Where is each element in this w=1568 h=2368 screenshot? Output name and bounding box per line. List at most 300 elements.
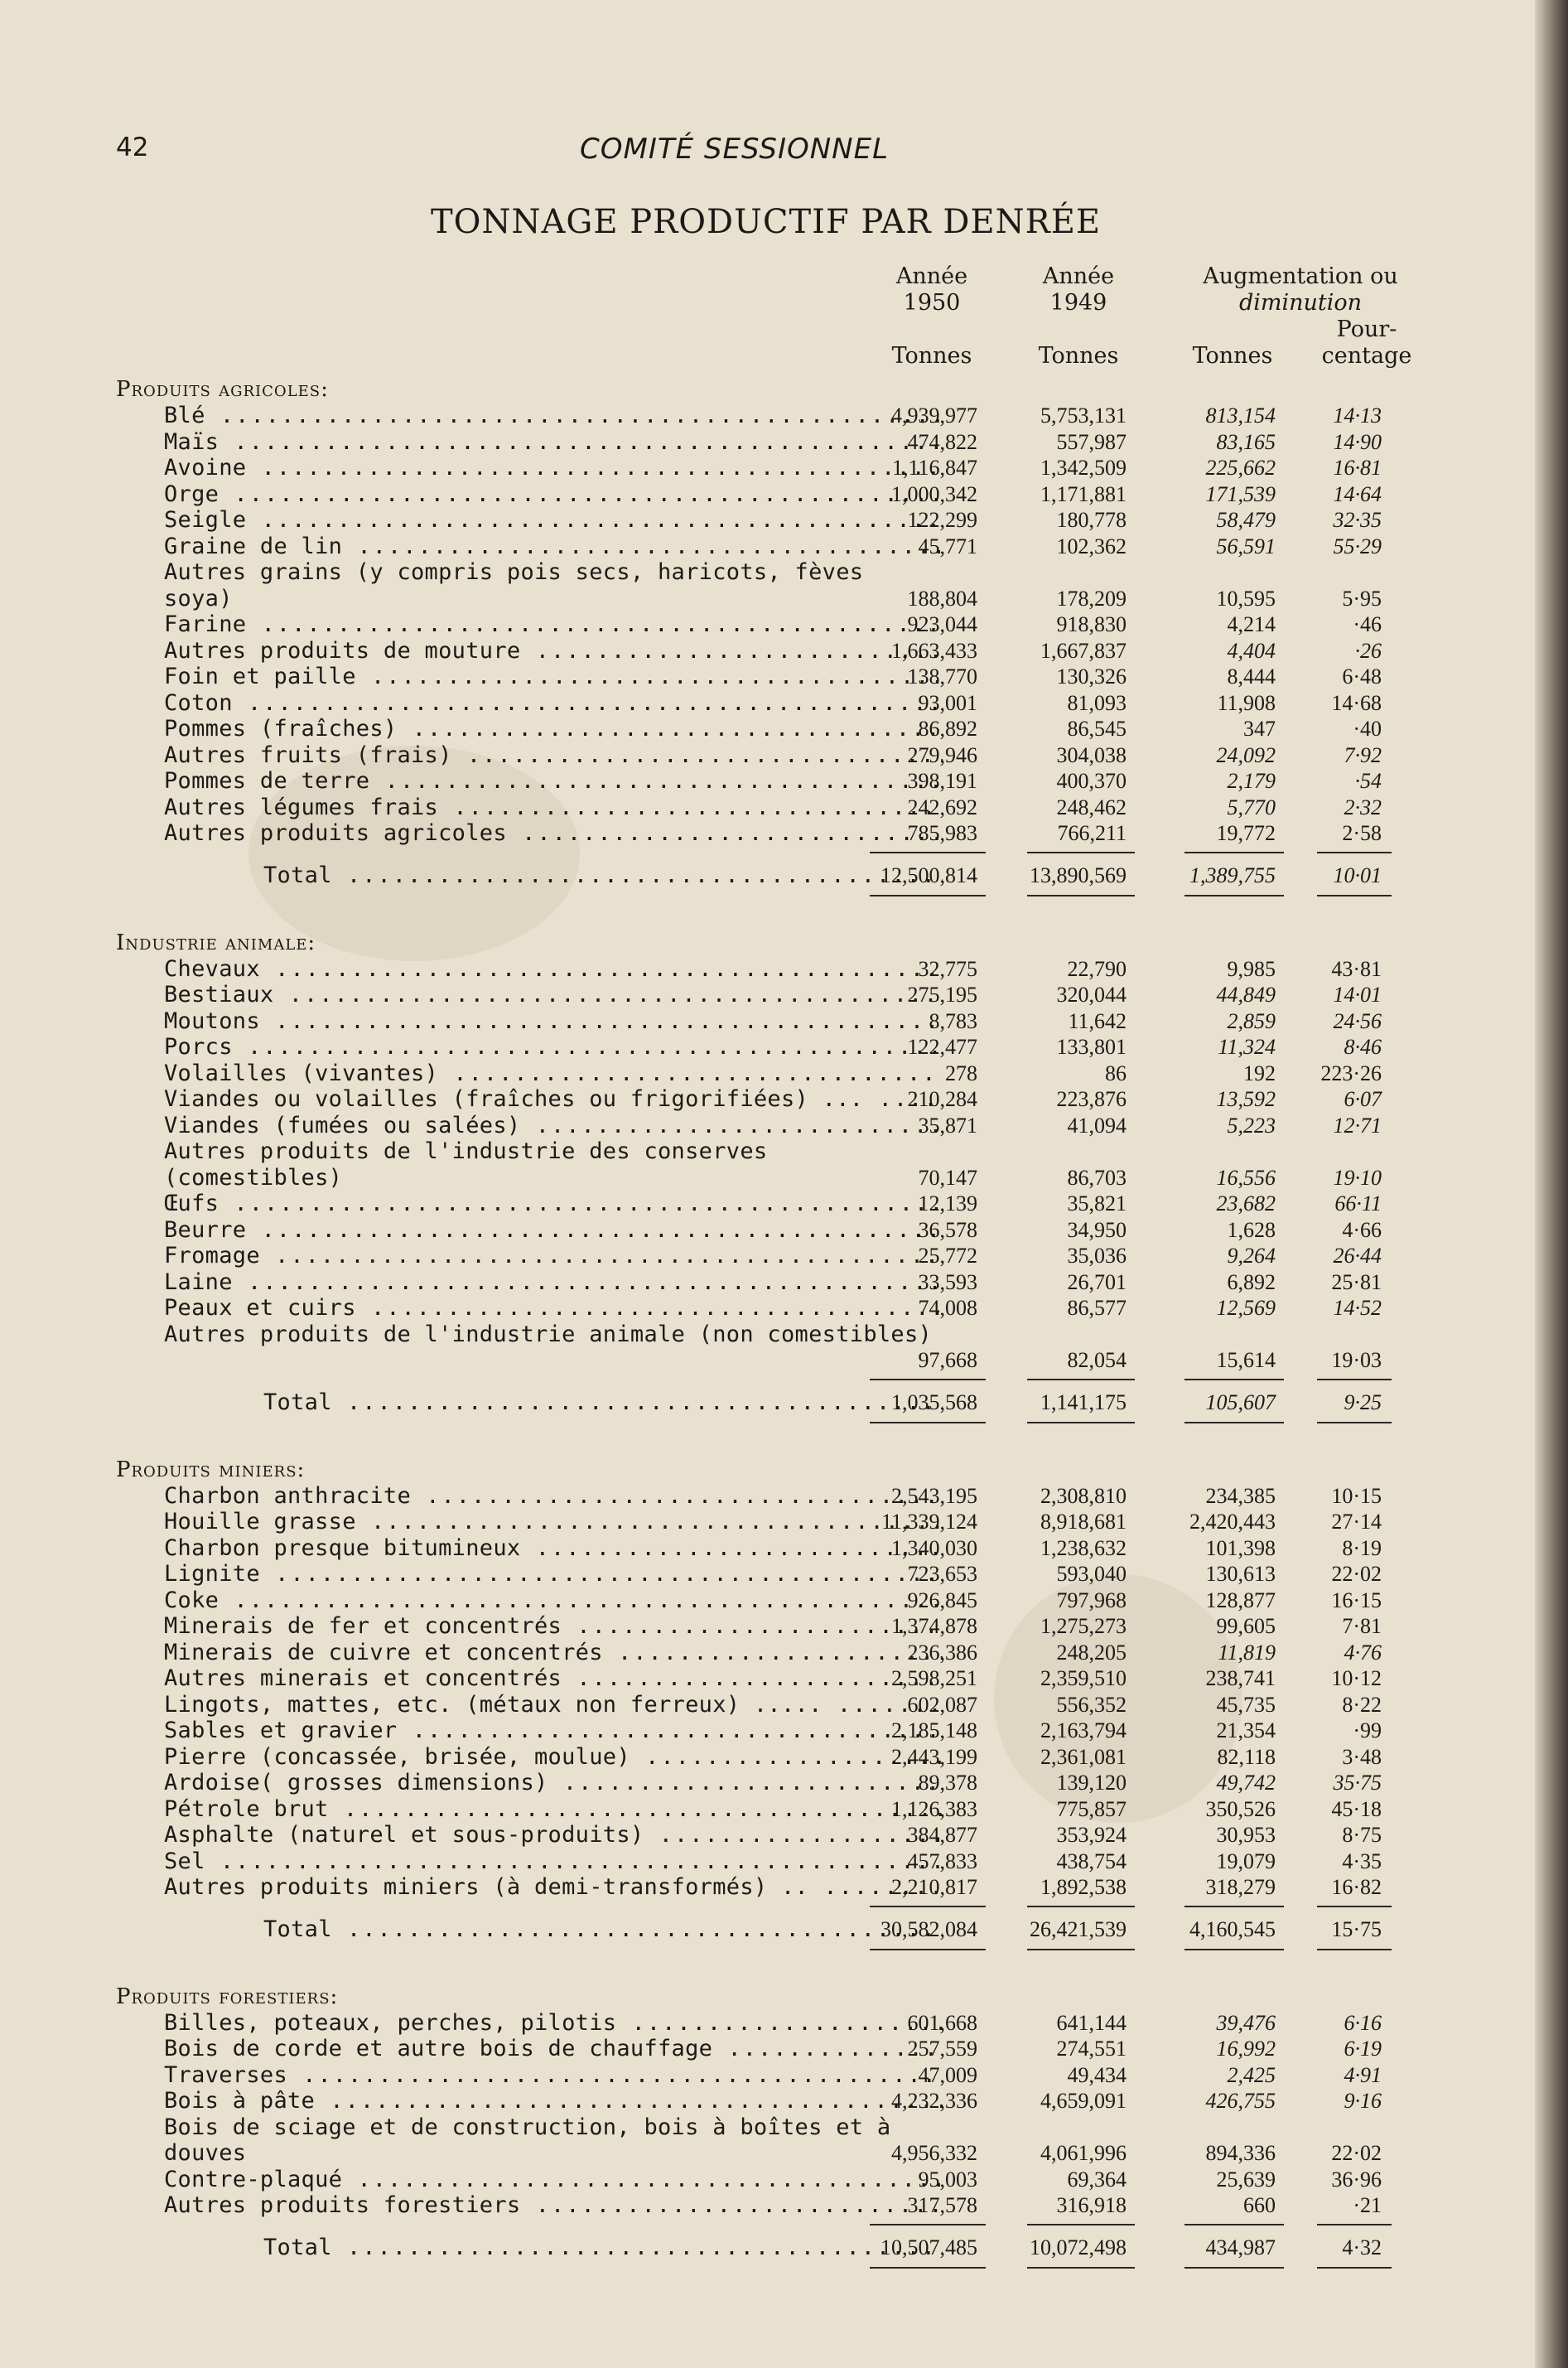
- tonnage-1950: 2,210,817: [891, 1875, 977, 1899]
- column-header-label: Année: [1042, 263, 1115, 289]
- tonnage-1949: 35,821: [1067, 1191, 1127, 1215]
- change-tonnes: 45,735: [1216, 1692, 1276, 1717]
- rule-line: [1027, 1379, 1135, 1380]
- commodity-label: Autres fruits (frais) .....: [164, 742, 943, 769]
- change-percent: 6·48: [1342, 664, 1382, 689]
- change-percent: ·40: [1353, 717, 1382, 741]
- table-row: [116, 795, 1425, 821]
- section-spacer: [116, 2269, 1425, 2298]
- column-header-percent: [1305, 317, 1429, 370]
- tonnage-1950: 25,772: [918, 1244, 977, 1268]
- table-row: [116, 1796, 1425, 1823]
- tonnage-1950: 35,871: [918, 1113, 977, 1138]
- tonnage-1949: 274,551: [1056, 2037, 1127, 2061]
- commodity-label: Viandes ou volailles (fraîches ou frigorifiées) ... .....: [164, 1086, 943, 1113]
- change-percent: 6·07: [1344, 1087, 1382, 1111]
- change-tonnes: 16,556: [1216, 1165, 1276, 1190]
- unit-header: Tonnes: [1192, 343, 1273, 369]
- total-label: Total .....: [263, 855, 943, 896]
- section-title: Industrie animale:: [116, 930, 316, 955]
- tonnage-1950: 242,692: [907, 795, 977, 819]
- tonnage-1949: 918,830: [1056, 612, 1127, 636]
- column-header-1949: [1020, 263, 1136, 317]
- table-row: [116, 690, 1425, 717]
- change-tonnes: 171,539: [1205, 481, 1276, 506]
- tonnage-1949: 4,061,996: [1040, 2141, 1127, 2165]
- change-tonnes: 49,742: [1216, 1771, 1276, 1795]
- tonnage-1949: 86: [1105, 1061, 1127, 1085]
- tonnage-1950: 8,783: [929, 1008, 977, 1033]
- change-tonnes: 19,079: [1216, 1848, 1276, 1873]
- change-percent: 10·15: [1331, 1483, 1382, 1508]
- change-percent: ·46: [1353, 612, 1382, 636]
- commodity-label: Avoine .....: [164, 455, 943, 481]
- commodity-label: Bois à pâte .....: [164, 2088, 943, 2114]
- tonnage-1950: 1,000,342: [891, 481, 977, 506]
- total-1949: 10,072,498: [1030, 2235, 1127, 2259]
- commodity-label: Fromage .....: [164, 1243, 943, 1269]
- table-row: [116, 2088, 1425, 2114]
- commodity-label: Autres produits miniers (à demi-transformés) .. .....: [164, 1874, 943, 1901]
- commodity-label: Porcs .....: [164, 1034, 943, 1061]
- tonnage-1950: 279,946: [907, 742, 977, 767]
- change-percent: 4·35: [1342, 1848, 1382, 1873]
- tonnage-1950: 97,668: [918, 1348, 977, 1372]
- table-row: [116, 611, 1425, 638]
- change-percent: 3·48: [1342, 1744, 1382, 1769]
- change-tonnes: 11,819: [1218, 1640, 1276, 1665]
- total-percent: 9·25: [1344, 1389, 1382, 1414]
- tonnage-1950: 1,663,433: [891, 638, 977, 663]
- unit-header: Tonnes: [891, 343, 972, 369]
- tonnage-1949: 86,545: [1067, 717, 1127, 741]
- rule-line: [1317, 1906, 1392, 1907]
- commodity-label: Pommes (fraîches) .....: [164, 716, 943, 742]
- change-percent: 10·12: [1331, 1666, 1382, 1690]
- change-percent: 5·95: [1342, 586, 1382, 611]
- table-row: [116, 534, 1425, 560]
- rule-line: [1184, 2224, 1284, 2225]
- tonnage-1950: 457,833: [907, 1848, 977, 1873]
- tonnage-1949: 316,918: [1056, 2193, 1127, 2217]
- rule-line: [1027, 1906, 1135, 1907]
- change-percent: 66·11: [1334, 1191, 1382, 1215]
- change-tonnes: 813,154: [1205, 404, 1276, 428]
- tonnage-1949: 11,642: [1068, 1008, 1127, 1033]
- change-tonnes: 83,165: [1216, 429, 1276, 454]
- commodity-label: Seigle .....: [164, 507, 943, 534]
- table-row: [116, 2167, 1425, 2193]
- change-tonnes: 11,324: [1218, 1035, 1276, 1059]
- change-tonnes: 16,992: [1216, 2037, 1276, 2061]
- unit-header: Tonnes: [1038, 343, 1119, 369]
- total-1949: 1,141,175: [1040, 1389, 1127, 1414]
- tonnage-1949: 1,238,632: [1040, 1535, 1127, 1560]
- tonnage-1949: 353,924: [1056, 1823, 1127, 1847]
- change-tonnes: 12,569: [1216, 1296, 1276, 1320]
- commodity-label: Autres légumes frais .....: [164, 795, 943, 821]
- table-row: [116, 664, 1425, 690]
- change-tonnes: 5,223: [1227, 1113, 1276, 1138]
- column-header-sublabel: diminution: [1238, 290, 1363, 316]
- change-tonnes: 2,179: [1227, 769, 1276, 793]
- table-row: [116, 982, 1425, 1008]
- change-tonnes: 56,591: [1216, 534, 1276, 558]
- tonnage-1950: 74,008: [918, 1296, 977, 1320]
- table-row: [116, 1718, 1425, 1744]
- rule-line: [870, 2224, 986, 2225]
- table-row: [116, 1008, 1425, 1035]
- tonnage-1949: 1,275,273: [1040, 1614, 1127, 1638]
- tonnage-1949: 2,163,794: [1040, 1718, 1127, 1742]
- tonnage-1950: 70,147: [918, 1165, 977, 1190]
- table-row: [116, 1483, 1425, 1510]
- tonnage-1949: 4,659,091: [1040, 2089, 1127, 2113]
- change-tonnes: 44,849: [1216, 983, 1276, 1007]
- page-header: [116, 133, 1110, 169]
- tonnage-1949: 1,892,538: [1040, 1875, 1127, 1899]
- table-row: [116, 1113, 1425, 1139]
- tonnage-1949: 133,801: [1056, 1035, 1127, 1059]
- tonnage-1950: 275,195: [907, 983, 977, 1007]
- change-tonnes: 23,682: [1216, 1191, 1276, 1215]
- table-row: [116, 2062, 1425, 2089]
- change-tonnes: 6,892: [1227, 1269, 1276, 1294]
- change-tonnes: 11,908: [1217, 690, 1276, 715]
- tonnage-1950: 36,578: [918, 1217, 977, 1242]
- rule-line: [870, 1379, 986, 1380]
- change-tonnes: 2,420,443: [1189, 1510, 1276, 1534]
- change-tonnes: 128,877: [1205, 1588, 1276, 1612]
- column-header-year: 1949: [1049, 290, 1107, 316]
- tonnage-1950: 236,386: [907, 1640, 977, 1665]
- change-tonnes: 10,595: [1216, 586, 1276, 611]
- tonnage-1950: 4,939,977: [891, 404, 977, 428]
- tonnage-1949: 26,701: [1067, 1269, 1127, 1294]
- tonnage-1950: 923,044: [907, 612, 977, 636]
- commodity-label: Houille grasse .....: [164, 1509, 943, 1535]
- tonnage-1949: 641,144: [1056, 2010, 1127, 2035]
- section-title: Produits miniers:: [116, 1457, 306, 1482]
- commodity-label: Viandes (fumées ou salées) .....: [164, 1113, 943, 1139]
- change-percent: 4·76: [1344, 1640, 1382, 1665]
- total-percent: 15·75: [1331, 1916, 1382, 1941]
- change-percent: ·99: [1353, 1718, 1382, 1742]
- change-percent: 16·81: [1333, 456, 1382, 480]
- table-row: [116, 455, 1425, 481]
- change-percent: 27·14: [1331, 1510, 1382, 1534]
- tonnage-1950: 47,009: [918, 2062, 977, 2087]
- commodity-label: Autres minerais et concentrés .....: [164, 1665, 943, 1692]
- commodity-label: Asphalte (naturel et sous-produits) .....: [164, 1822, 943, 1848]
- column-header-change: [1176, 263, 1425, 317]
- commodity-label: Billes, poteaux, perches, pilotis .....: [164, 2010, 943, 2037]
- tonnage-1950: 723,653: [907, 1562, 977, 1586]
- table-row: [116, 1848, 1425, 1875]
- tonnage-1949: 139,120: [1056, 1771, 1127, 1795]
- total-1950: 30,582,084: [880, 1916, 977, 1941]
- commodity-label: Sel .....: [164, 1848, 943, 1875]
- tonnage-1950: 188,804: [907, 586, 977, 611]
- tonnage-1950: 602,087: [907, 1692, 977, 1717]
- total-1950: 12,500,814: [880, 863, 977, 887]
- total-change: 4,160,545: [1189, 1916, 1276, 1941]
- tonnage-1950: 122,299: [907, 508, 977, 532]
- change-tonnes: 225,662: [1205, 456, 1276, 480]
- tonnage-1949: 130,326: [1056, 664, 1127, 689]
- tonnage-1950: 4,232,336: [891, 2089, 977, 2113]
- tonnage-1949: 34,950: [1067, 1217, 1127, 1242]
- change-tonnes: 9,985: [1227, 956, 1276, 981]
- total-percent: 10·01: [1333, 863, 1382, 887]
- table-row: [116, 1034, 1425, 1061]
- tonnage-1949: 797,968: [1056, 1588, 1127, 1612]
- commodity-label: Maïs .....: [164, 429, 943, 456]
- commodity-label: Volailles (vivantes) .....: [164, 1061, 943, 1087]
- tonnage-1950: 95,003: [918, 2167, 977, 2192]
- rule-line: [870, 1906, 986, 1907]
- tonnage-1949: 1,667,837: [1040, 638, 1127, 663]
- table-row: [116, 1822, 1425, 1848]
- tonnage-1949: 2,308,810: [1040, 1483, 1127, 1508]
- tonnage-1950: 210,284: [907, 1087, 977, 1111]
- table-row: [116, 1744, 1425, 1771]
- table-row: [116, 1613, 1425, 1640]
- change-tonnes: 101,398: [1205, 1535, 1276, 1560]
- change-percent: 2·58: [1342, 821, 1382, 845]
- change-percent: 22·02: [1331, 1562, 1382, 1586]
- table-row: [116, 1217, 1425, 1244]
- tonnage-1950: 926,845: [907, 1588, 977, 1612]
- tonnage-1949: 22,790: [1067, 956, 1127, 981]
- change-percent: 4·66: [1342, 1217, 1382, 1242]
- commodity-label: Bestiaux .....: [164, 982, 943, 1008]
- tonnage-1949: 41,094: [1067, 1113, 1127, 1138]
- table-row: [116, 742, 1425, 769]
- tonnage-1949: 775,857: [1056, 1796, 1127, 1821]
- tonnage-1950: 1,374,878: [891, 1614, 977, 1638]
- table-row: [116, 1535, 1425, 1562]
- column-header-label: Augmentation ou: [1203, 263, 1398, 289]
- commodity-table: [116, 373, 1425, 2298]
- change-percent: 9·16: [1344, 2089, 1382, 2113]
- table-row: [116, 716, 1425, 742]
- tonnage-1950: 2,598,251: [891, 1666, 977, 1690]
- change-percent: 24·56: [1333, 1008, 1382, 1033]
- change-tonnes: 24,092: [1216, 742, 1276, 767]
- change-tonnes: 2,859: [1227, 1008, 1276, 1033]
- total-label: Total .....: [263, 1382, 943, 1423]
- change-percent: 6·19: [1344, 2037, 1382, 2061]
- tonnage-1950: 89,378: [918, 1771, 977, 1795]
- column-header-label: centage: [1321, 343, 1412, 369]
- rule-line: [1317, 1379, 1392, 1380]
- total-row: [116, 2227, 1425, 2269]
- change-tonnes: 2,425: [1227, 2062, 1276, 2087]
- table-row: [116, 2036, 1425, 2062]
- total-1949: 26,421,539: [1030, 1916, 1127, 1941]
- section-spacer: [116, 1950, 1425, 1980]
- commodity-label: Coton .....: [164, 690, 943, 717]
- commodity-label: Charbon presque bitumineux .....: [164, 1535, 943, 1562]
- change-percent: 2·32: [1344, 795, 1382, 819]
- tonnage-1950: 1,116,847: [891, 456, 977, 480]
- table-row: [116, 1588, 1425, 1614]
- tonnage-1949: 2,361,081: [1040, 1744, 1127, 1769]
- change-percent: ·21: [1353, 2193, 1382, 2217]
- tonnage-1949: 86,703: [1067, 1165, 1127, 1190]
- tonnage-1949: 102,362: [1056, 534, 1127, 558]
- change-percent: 35·75: [1333, 1771, 1382, 1795]
- table-row: [116, 1874, 1425, 1901]
- change-percent: 22·02: [1331, 2141, 1382, 2165]
- running-head: COMITÉ SESSIONNEL: [580, 133, 890, 166]
- commodity-label: Graine de lin .....: [164, 534, 943, 560]
- table-row: [116, 507, 1425, 534]
- tonnage-1949: 320,044: [1056, 983, 1127, 1007]
- change-percent: 32·35: [1333, 508, 1382, 532]
- commodity-label: Pommes de terre .....: [164, 768, 943, 795]
- tonnage-1950: 93,001: [918, 690, 977, 715]
- change-percent: 14·01: [1333, 983, 1382, 1007]
- commodity-label: Autres produits forestiers .....: [164, 2192, 943, 2219]
- tonnage-1949: 1,171,881: [1040, 481, 1127, 506]
- tonnage-1949: 2,359,510: [1040, 1666, 1127, 1690]
- change-percent: ·26: [1354, 638, 1382, 663]
- total-1950: 10,507,485: [880, 2235, 977, 2259]
- table-row: [116, 2114, 1425, 2167]
- column-header-1950: [874, 263, 990, 317]
- change-tonnes: 4,214: [1227, 612, 1276, 636]
- commodity-label: Pierre (concassée, brisée, moulue) .....: [164, 1744, 943, 1771]
- table-row: [116, 1295, 1425, 1322]
- tonnage-1949: 248,205: [1056, 1640, 1127, 1665]
- commodity-label: Minerais de fer et concentrés .....: [164, 1613, 943, 1640]
- change-percent: 55·29: [1333, 534, 1382, 558]
- tonnage-1950: 1,340,030: [891, 1535, 977, 1560]
- change-percent: 14·68: [1331, 690, 1382, 715]
- change-percent: 25·81: [1331, 1269, 1382, 1294]
- commodity-label: Bois de sciage et de construction, bois à boîtes et à douves: [164, 2114, 891, 2166]
- tonnage-1949: 178,209: [1056, 586, 1127, 611]
- table-row: [116, 820, 1425, 847]
- table-row: [116, 1269, 1425, 1296]
- commodity-label: Lingots, mattes, etc. (métaux non ferreux) ..... .....: [164, 1692, 943, 1718]
- column-header-year: 1950: [903, 290, 961, 316]
- change-tonnes: 238,741: [1205, 1666, 1276, 1690]
- tonnage-1949: 180,778: [1056, 508, 1127, 532]
- change-percent: 4·91: [1344, 2062, 1382, 2087]
- table-row: [116, 638, 1425, 664]
- tonnage-1949: 35,036: [1067, 1244, 1127, 1268]
- rule-line: [1317, 2224, 1392, 2225]
- commodity-label: Autres grains (y compris pois secs, haricots, fèves soya): [164, 559, 864, 611]
- change-tonnes: 58,479: [1216, 508, 1276, 532]
- change-tonnes: 99,605: [1216, 1614, 1276, 1638]
- tonnage-1949: 766,211: [1057, 821, 1127, 845]
- table-row: [116, 403, 1425, 429]
- rule-line: [1184, 852, 1284, 853]
- section-spacer: [116, 896, 1425, 926]
- rule-line: [1317, 852, 1392, 853]
- table-row: [116, 2192, 1425, 2219]
- change-percent: 8·46: [1344, 1035, 1382, 1059]
- change-percent: 14·90: [1333, 429, 1382, 454]
- commodity-label: Autres produits de l'industrie animale (non comestibles): [164, 1321, 933, 1347]
- tonnage-1949: 557,987: [1056, 429, 1127, 454]
- table-row: [116, 768, 1425, 795]
- tonnage-1950: 86,892: [918, 717, 977, 741]
- total-row: [116, 1909, 1425, 1950]
- total-row: [116, 855, 1425, 896]
- tonnage-1950: 384,877: [907, 1823, 977, 1847]
- table-row: [116, 1191, 1425, 1217]
- change-percent: 8·19: [1342, 1535, 1382, 1560]
- total-change: 105,607: [1205, 1389, 1276, 1414]
- total-change: 1,389,755: [1189, 863, 1276, 887]
- tonnage-1950: 317,578: [907, 2193, 977, 2217]
- change-percent: 45·18: [1331, 1796, 1382, 1821]
- change-tonnes: 82,118: [1217, 1744, 1276, 1769]
- commodity-label: Ardoise( grosses dimensions) .....: [164, 1770, 943, 1796]
- change-percent: 16·82: [1331, 1875, 1382, 1899]
- commodity-label: Blé .....: [164, 403, 943, 429]
- tonnage-1950: 785,983: [907, 821, 977, 845]
- change-tonnes: 25,639: [1216, 2167, 1276, 2192]
- table-row: [116, 1086, 1425, 1113]
- change-tonnes: 8,444: [1227, 664, 1276, 689]
- total-1949: 13,890,569: [1030, 863, 1127, 887]
- tonnage-1949: 304,038: [1056, 742, 1127, 767]
- commodity-label: Coke .....: [164, 1588, 943, 1614]
- table-row: [116, 559, 1425, 611]
- change-percent: ·54: [1354, 769, 1382, 793]
- change-tonnes: 4,404: [1227, 638, 1276, 663]
- tonnage-1949: 248,462: [1056, 795, 1127, 819]
- tonnage-1950: 474,822: [907, 429, 977, 454]
- rule-line: [1027, 852, 1135, 853]
- section-spacer: [116, 1423, 1425, 1453]
- change-percent: 6·16: [1344, 2010, 1382, 2035]
- change-percent: 223·26: [1320, 1061, 1382, 1085]
- rule-line: [870, 852, 986, 853]
- section-title: Produits forestiers:: [116, 1984, 339, 2009]
- change-tonnes: 13,592: [1216, 1087, 1276, 1111]
- change-tonnes: 19,772: [1216, 821, 1276, 845]
- change-percent: 14·64: [1333, 481, 1382, 506]
- commodity-label: Laine .....: [164, 1269, 943, 1296]
- table-row: [116, 1692, 1425, 1718]
- tonnage-1949: 8,918,681: [1040, 1510, 1127, 1534]
- commodity-label: Charbon anthracite .....: [164, 1483, 943, 1510]
- table-row: [116, 1243, 1425, 1269]
- tonnage-1949: 82,054: [1067, 1348, 1127, 1372]
- tonnage-1949: 438,754: [1056, 1848, 1127, 1873]
- tonnage-1950: 11,339,124: [880, 1510, 977, 1534]
- tonnage-1949: 86,577: [1067, 1296, 1127, 1320]
- change-tonnes: 30,953: [1216, 1823, 1276, 1847]
- change-tonnes: 318,279: [1205, 1875, 1276, 1899]
- tonnage-1950: 601,668: [907, 2010, 977, 2035]
- commodity-label: Pétrole brut .....: [164, 1796, 943, 1823]
- change-percent: 8·22: [1342, 1692, 1382, 1717]
- book-gutter-shadow: [1535, 0, 1568, 2368]
- change-tonnes: 426,755: [1205, 2089, 1276, 2113]
- tonnage-1949: 556,352: [1056, 1692, 1127, 1717]
- tonnage-1950: 278: [945, 1061, 977, 1085]
- change-tonnes: 130,613: [1205, 1562, 1276, 1586]
- change-percent: 12·71: [1333, 1113, 1382, 1138]
